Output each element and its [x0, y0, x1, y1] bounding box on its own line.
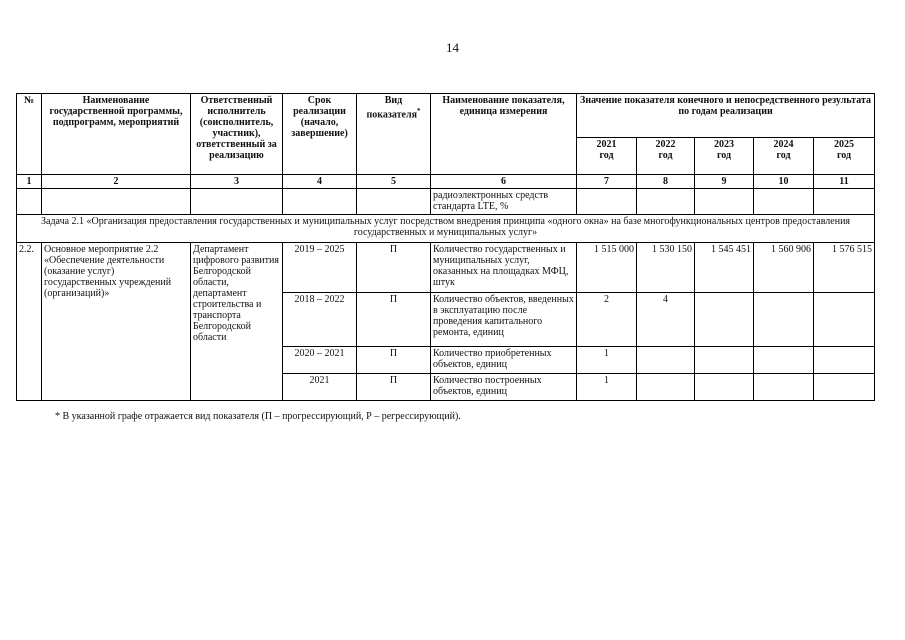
col-number: 2 [42, 175, 191, 189]
row-value-2021: 1 515 000 [577, 243, 637, 293]
col-number: 11 [814, 175, 875, 189]
year-label: 2025 [834, 139, 855, 150]
header-type-mark: * [417, 107, 421, 115]
header-name: Наименование государственной программы, подпрограмм, мероприятий [42, 94, 191, 175]
row-value-2021: 1 [577, 347, 637, 374]
row-type: П [357, 374, 431, 401]
header-year-2021 [577, 138, 637, 175]
row-term: 2020 – 2021 [283, 347, 357, 374]
year-label: 2021 [596, 139, 617, 150]
row-term: 2019 – 2025 [283, 243, 357, 293]
header-values: Значение показателя конечного и непосредственного результата по годам реализации [577, 94, 875, 138]
year-unit: год [599, 150, 614, 161]
page-number: 14 [446, 40, 459, 55]
row-indicator: Количество построенных объектов, единиц [431, 374, 577, 401]
table-row [17, 243, 875, 293]
col-number: 10 [754, 175, 814, 189]
item-executor: Департамент цифрового развития Белгородской области, департамент строительства и транспорта Белгородской области [191, 243, 283, 401]
col-number: 6 [431, 175, 577, 189]
row-type: П [357, 347, 431, 374]
col-number: 5 [357, 175, 431, 189]
header-year-2022 [637, 138, 695, 175]
row-value-2025 [814, 293, 875, 347]
header-type-label: Вид показателя [366, 95, 417, 121]
header-indicator: Наименование показателя, единица измерения [431, 94, 577, 175]
continuation-row [17, 189, 875, 215]
year-label: 2023 [714, 139, 734, 150]
row-value-2024 [754, 293, 814, 347]
row-value-2023 [695, 374, 754, 401]
column-number-row [17, 175, 875, 189]
row-type: П [357, 293, 431, 347]
col-number: 8 [637, 175, 695, 189]
row-value-2025 [814, 374, 875, 401]
col-number: 1 [17, 175, 42, 189]
col-number: 3 [191, 175, 283, 189]
header-year-2024 [754, 138, 814, 175]
col-number: 9 [695, 175, 754, 189]
row-indicator: Количество приобретенных объектов, единиц [431, 347, 577, 374]
year-label: 2024 [773, 139, 794, 150]
header-type [357, 94, 431, 175]
footnote: * В указанной графе отражается вид показателя (П – прогрессирующий, Р – регрессирующий). [55, 411, 461, 422]
indicators-table [16, 93, 875, 401]
row-value-2024 [754, 347, 814, 374]
row-value-2022 [637, 347, 695, 374]
header-executor: Ответственный исполнитель (соисполнитель, участник), ответственный за реализацию [191, 94, 283, 175]
year-label: 2022 [655, 139, 676, 150]
year-unit: год [776, 150, 791, 161]
header-term: Срок реализации (начало, завершение) [283, 94, 357, 175]
row-value-2023 [695, 347, 754, 374]
row-value-2025 [814, 347, 875, 374]
item-number: 2.2. [17, 243, 42, 401]
row-term: 2021 [283, 374, 357, 401]
row-indicator: Количество государственных и муниципальных услуг, оказанных на площадках МФЦ, штук [431, 243, 577, 293]
row-value-2022: 1 530 150 [637, 243, 695, 293]
year-unit: год [716, 150, 732, 161]
row-value-2025: 1 576 515 [814, 243, 875, 293]
row-type: П [357, 243, 431, 293]
header-num: № [17, 94, 42, 175]
row-value-2022 [637, 374, 695, 401]
col-number: 4 [283, 175, 357, 189]
year-unit: год [658, 150, 673, 161]
row-indicator: Количество объектов, введенных в эксплуатацию после проведения капитального ремонта, единиц [431, 293, 577, 347]
continuation-indicator: радиоэлектронных средств стандарта LTE, % [431, 189, 577, 215]
row-value-2021: 1 [577, 374, 637, 401]
col-number: 7 [577, 175, 637, 189]
task-title: Задача 2.1 «Организация предоставления государственных и муниципальных услуг посредством внедрения принципа «одного окна» на базе многофункциональных центров предоставления государственных и муниципальных услуг» [17, 215, 875, 243]
row-value-2024: 1 560 906 [754, 243, 814, 293]
row-value-2023 [695, 293, 754, 347]
task-row [17, 215, 875, 243]
row-value-2023: 1 545 451 [695, 243, 754, 293]
header-year-2025 [814, 138, 875, 175]
row-value-2021: 2 [577, 293, 637, 347]
item-name: Основное мероприятие 2.2 «Обеспечение деятельности (оказание услуг) государственных учреждений (организаций)» [42, 243, 191, 401]
row-value-2024 [754, 374, 814, 401]
row-term: 2018 – 2022 [283, 293, 357, 347]
row-value-2022: 4 [637, 293, 695, 347]
header-year-2023 [695, 138, 754, 175]
year-unit: год [836, 150, 852, 161]
